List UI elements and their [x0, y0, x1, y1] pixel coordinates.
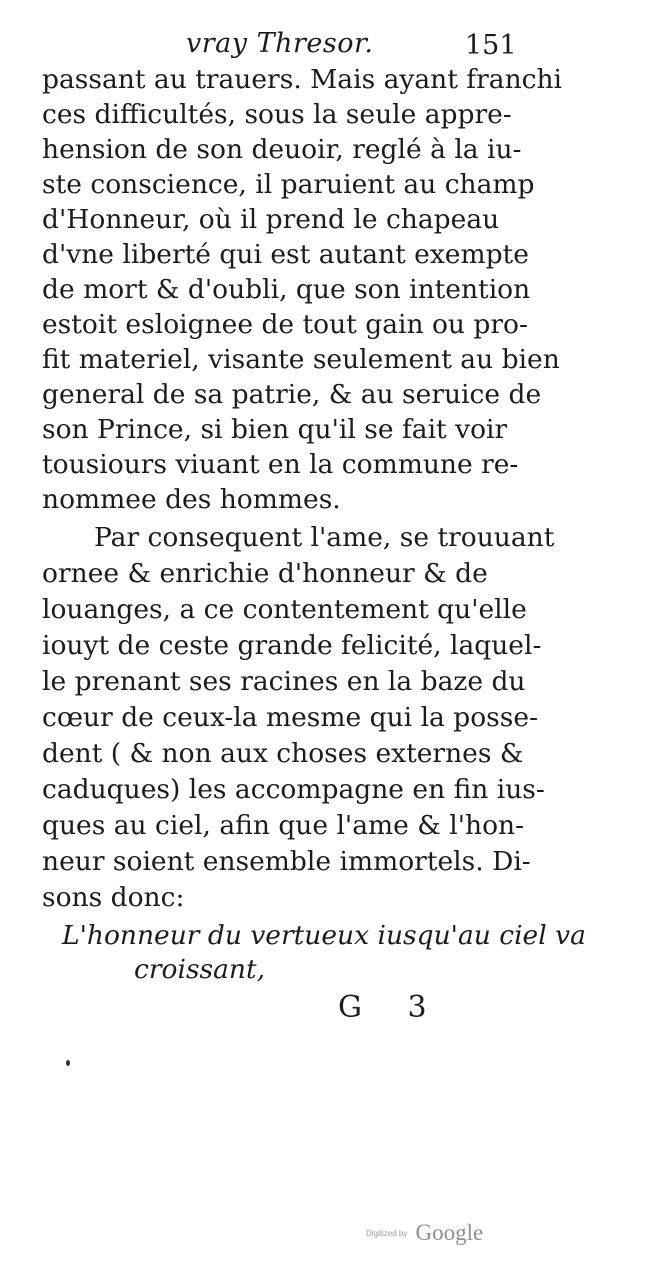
- text-line: dent ( & non aux choses externes &: [42, 738, 524, 769]
- digitized-watermark: [366, 1220, 483, 1246]
- text-line: hension de son deuoir, reglé à la iu-: [42, 134, 522, 165]
- google-logo: Google: [415, 1220, 484, 1245]
- text-line: d'vne liberté qui est autant exempte: [42, 239, 529, 270]
- text-line: neur soient ensemble immortels. Di-: [42, 846, 531, 877]
- text-line: le prenant ses racines en la baze du: [42, 666, 526, 697]
- text-line: ques au ciel, afin que l'ame & l'hon-: [42, 810, 525, 841]
- text-line: sons donc:: [42, 882, 185, 913]
- ink-speck: [66, 1060, 70, 1066]
- text-line: cœur de ceux-la mesme qui la posse-: [42, 702, 539, 733]
- text-line: de mort & d'oubli, que son intention: [42, 274, 531, 305]
- text-line: caduques) les accompagne en fin ius-: [42, 774, 545, 805]
- verse-line: L'honneur du vertueux iusqu'au ciel va: [62, 920, 586, 951]
- text-line: passant au trauers. Mais ayant franchi: [42, 64, 563, 95]
- text-line: tousiours viuant en la commune re-: [42, 449, 519, 480]
- text-line: nommee des hommes.: [42, 484, 341, 515]
- text-line: son Prince, si bien qu'il se fait voir: [42, 414, 508, 445]
- text-line: d'Honneur, où il prend le chapeau: [42, 204, 500, 235]
- text-line: ornee & enrichie d'honneur & de: [42, 558, 488, 589]
- verse-line: croissant,: [134, 954, 266, 985]
- text-line: estoit esloignee de tout gain ou pro-: [42, 309, 528, 340]
- text-line: iouyt de ceste grande felicité, laquel-: [42, 630, 542, 661]
- text-line: fit materiel, visante seulement au bien: [42, 344, 560, 375]
- text-line: ste conscience, il paruient au champ: [42, 169, 535, 200]
- page-number: 151: [465, 30, 517, 61]
- watermark-prefix: Digitized by: [366, 1228, 408, 1238]
- paragraph-first-line: Par consequent l'ame, se trouuant: [94, 522, 555, 553]
- signature-mark: G 3: [338, 990, 445, 1025]
- running-title: vray Thresor.: [186, 28, 374, 59]
- text-line: general de sa patrie, & au seruice de: [42, 379, 542, 410]
- running-head: [0, 28, 651, 62]
- text-line: louanges, a ce contentement qu'elle: [42, 594, 527, 625]
- text-line: ces difficultés, sous la seule appre-: [42, 99, 512, 130]
